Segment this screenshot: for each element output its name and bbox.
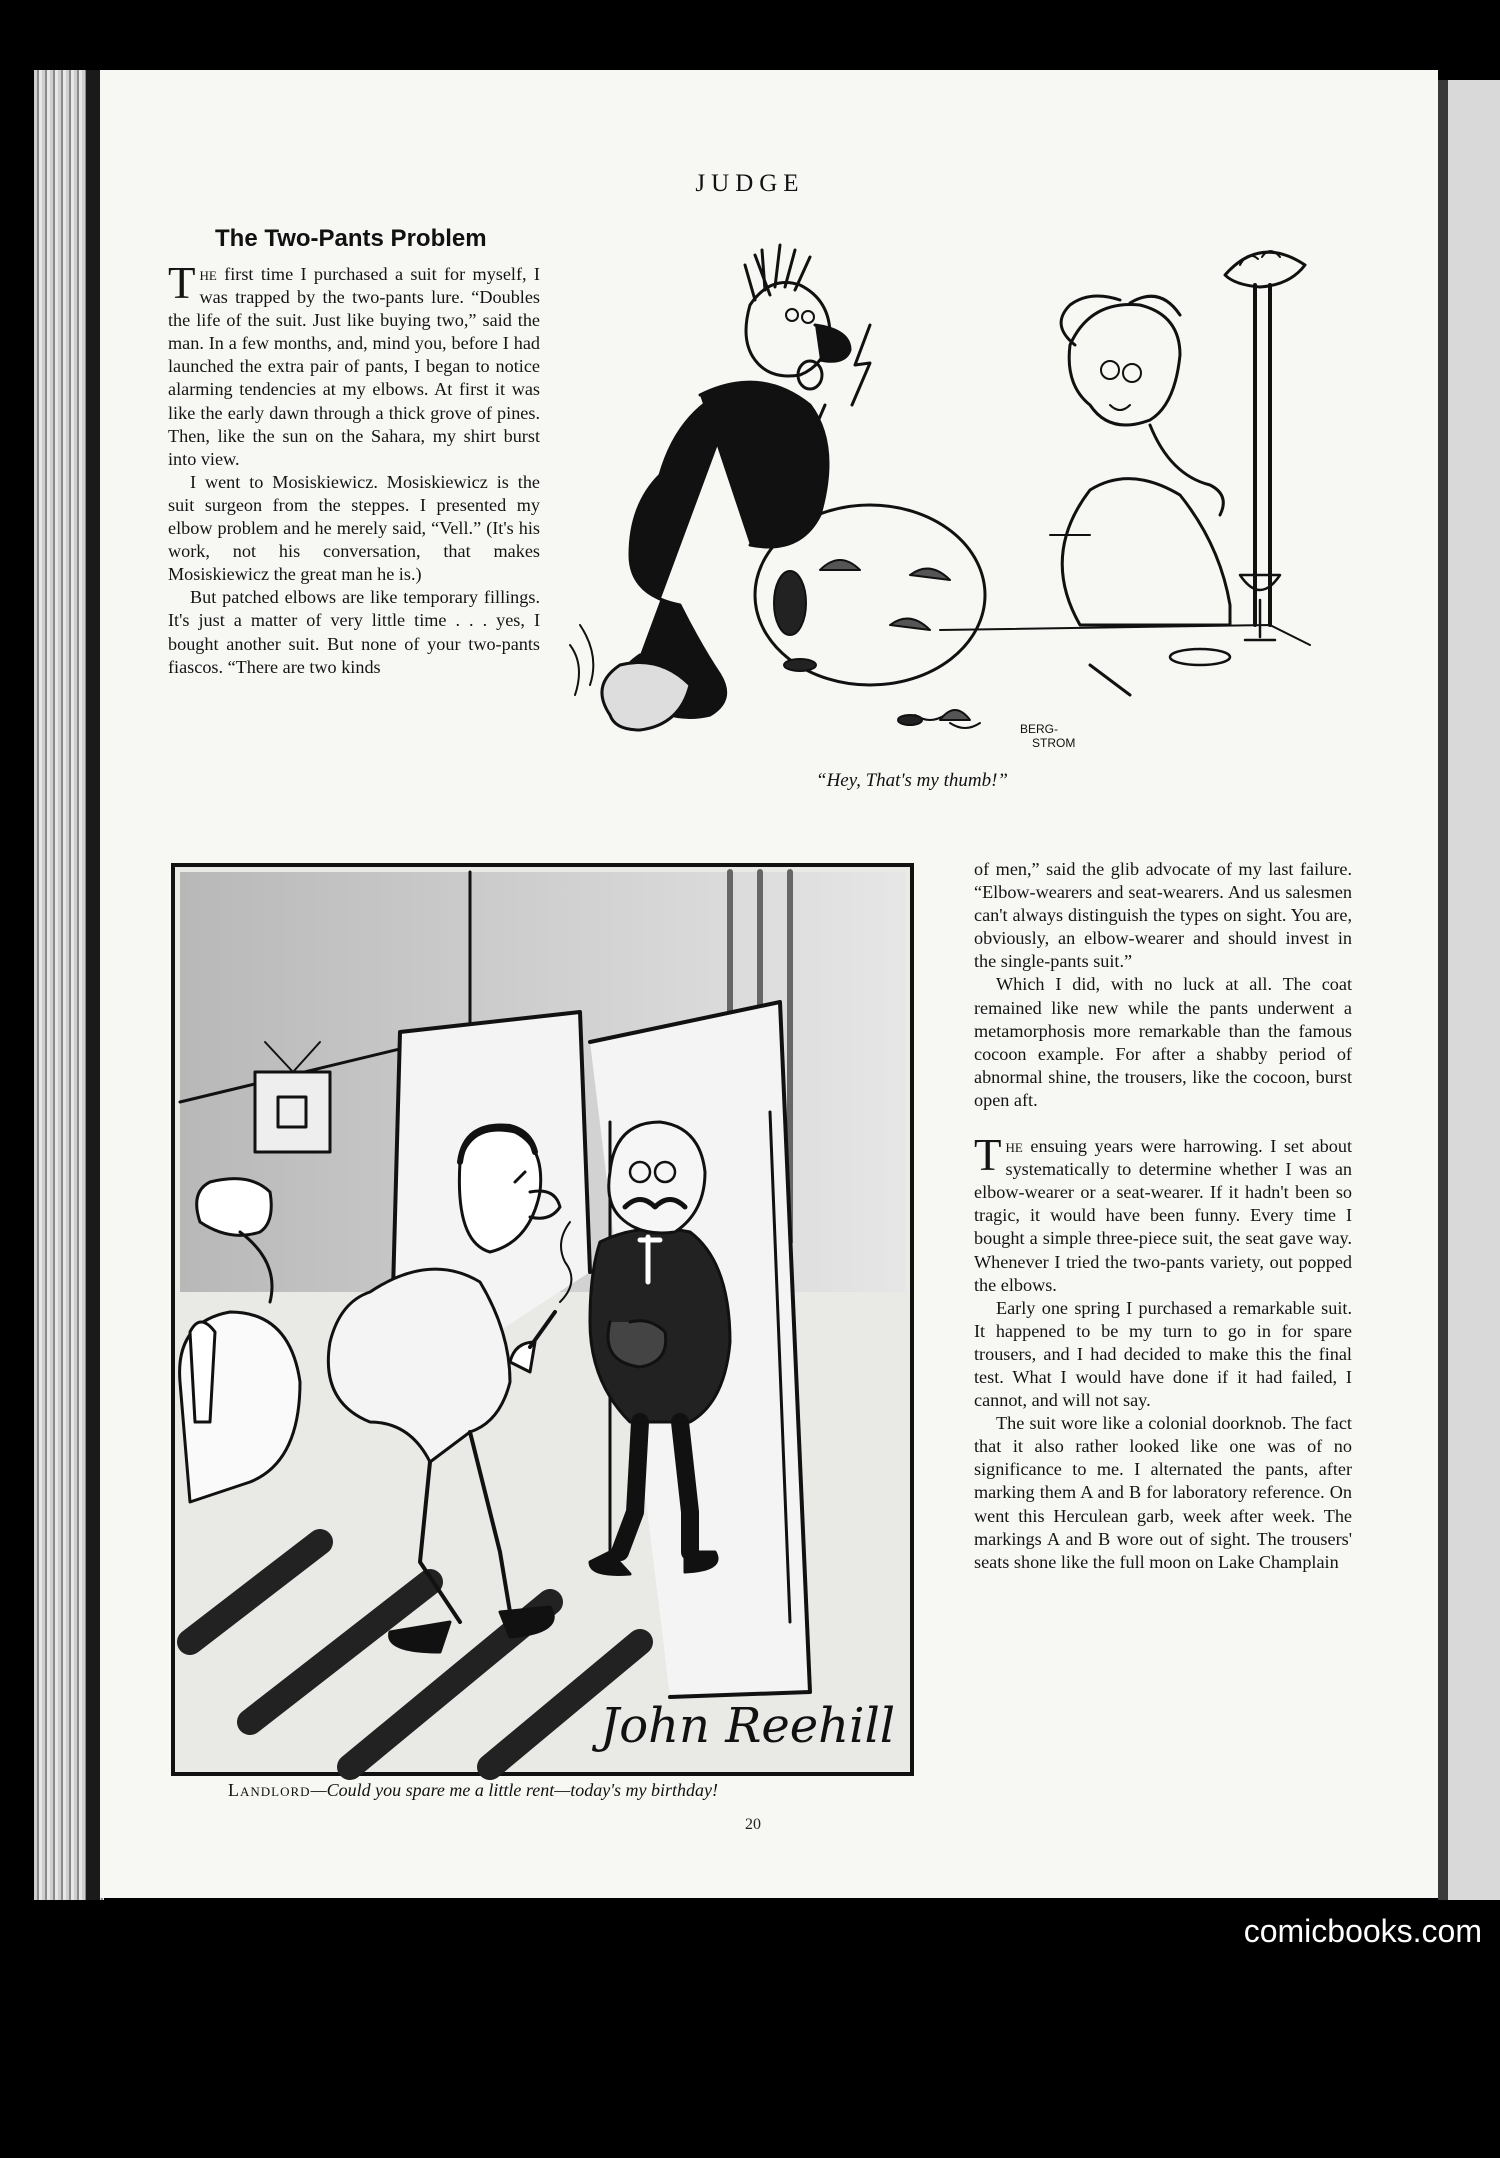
cartoon-diner-thumb [570,245,1310,765]
drop-cap: T [974,1130,1002,1181]
cartoon-landlord-birthday [170,862,915,1777]
paragraph-2: I went to Mosiskiewicz. Mosiskiewicz is the suit surgeon from the steppes. I presented my elbow problem and he merely said, “Vell.” (It's his work, not his conversation, that makes Mosiskiewicz the great man he is.) [168,471,540,585]
cartoon-signature-bergstrom-1: BERG- [1020,722,1059,736]
paragraph-6 [974,1130,1352,1297]
site-watermark: comicbooks.com [1243,1913,1482,1949]
paragraph-3: But patched elbows are like temporary fillings. It's just a matter of very little time . . . yes, I bought another suit. But none of your two-pants fiascos. “There are two kinds [168,587,540,677]
caption-text: —Could you spare me a little rent—today's my birthday! [310,1780,719,1800]
paragraph-5: Which I did, with no luck at all. The coat remained like new while the pants underwent a metamorphosis more remarkable than the famous cocoon example. For after a shabby period of abnormal shine, the trousers, like the cocoon, burst open aft. [974,974,1352,1110]
running-head: JUDGE [695,170,805,197]
cartoon-signature-bergstrom-2: STROM [1032,736,1076,750]
cartoon-bottom-caption [228,1780,718,1801]
page-number: 20 [745,1816,761,1833]
adjacent-page-edge [1438,80,1500,1900]
paragraph-6-text: ensuing years were harrowing. I set about systematically to determine whether I was an elbow-wearer or a seat-wearer. If it hadn't been so tragic, it would have been funny. Every time I bought a simple three-piece suit, the seat gave way. Whenever I tried the two-pants variety, out popped the elbows. [974,1136,1352,1295]
article-column-left [168,263,540,818]
paragraph-4: of men,” said the glib advocate of my last failure. “Elbow-wearers and seat-wearers. And us salesmen can't always distinguish the types on sight. You are, obviously, an elbow-wearer and should invest in the single-pants suit.” [974,859,1352,972]
paragraph-1 [168,263,540,471]
lead-smallcaps: he [199,264,217,284]
cartoon-top-caption: “Hey, That's my thumb!” [816,770,1008,791]
article-column-right [974,858,1352,2158]
lead-smallcaps: he [1005,1136,1023,1157]
paragraph-7: Early one spring I purchased a remarkable suit. It happened to be my turn to go in for spare trousers, and I had decided to make this the final test. What I would have done if it had failed, I cannot, and will not say. [974,1297,1352,1411]
drop-cap: T [168,263,196,308]
cartoon-signature-reehill: John Reehill [600,1698,896,1754]
paragraph-1-text: first time I purchased a suit for myself, I was trapped by the two-pants lure. “Doubles the life of the suit. Just like buying two,” said the man. In a few months, and, mind you, before I had launched the extra pair of pants, I began to notice alarming tendencies at my elbows. At first it was like the early dawn through a thick grove of pines. Then, like the sun on the Sahara, my shirt burst into view. [168,264,540,469]
caption-speaker: Landlord [228,1780,311,1800]
article-title: The Two-Pants Problem [215,225,487,252]
paragraph-8: The suit wore like a colonial doorknob. The fact that it also rather looked like one was of no significance to me. I alternated the pants, after marking them A and B for laboratory reference. On went this Herculean garb, week after week. The markings A and B wore out of sight. The trousers' seats shone like the full moon on Lake Champlain [974,1413,1352,1572]
book-page-edges [34,70,104,1900]
